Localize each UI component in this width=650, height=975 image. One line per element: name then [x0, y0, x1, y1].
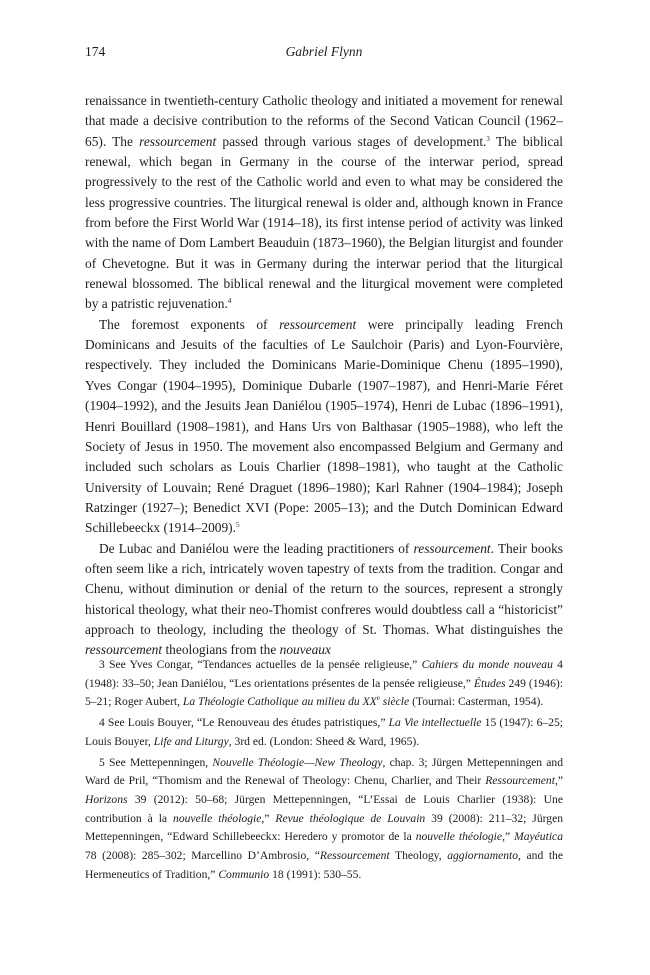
footnote-ref-4[interactable]: 4 — [227, 297, 232, 306]
paragraph-3: De Lubac and Daniélou were the leading practitioners of ressourcement. Their books often seem like a rich, intricately woven tapestry of texts from the tradition. Congar and Chenu, without diminution or denial of the return to the sources, represent a strongly historical theology, what their neo-Thomist confreres would doubtless call a “historicist” approach to theology, including the theology of St. Thomas. What distinguishes the ressourcement theologians from the nouveaux — [85, 540, 563, 658]
footnote-5: 5 See Mettepenningen, Nouvelle Théologie—New Theology, chap. 3; Jürgen Mettepenningen and Ward de Pril, “Thomism and the Renewal of Theology: Chenu, Charlier, and Their Ressourcement,” Horizons 39 (2012): 50–68; Jürgen Mettepenningen, “L’Essai de Louis Charlier (1938): Une contribution à la nouvelle théologie,” Revue théologique de Louvain 39 (2008): 211–32; Jürgen Mettepenningen, “Edward Schillebeeckx: Heredero y promotor de la nouvelle théologie,” Mayéutica 78 (2008): 285–302; Marcellino D’Ambrosio, “Ressourcement Theology, aggiornamento, and the Hermeneutics of Tradition,” Communio 18 (1991): 530–55. — [85, 755, 564, 881]
paragraph-1: renaissance in twentieth-century Catholic theology and initiated a movement for renewal that made a decisive contribution to the reforms of the Second Vatican Council (1962–65). The ressourcement passed through various stages of development.$^3$ The biblical renewal, which began in Germany in the course of the interwar period, spread progressively to the rest of the Catholic world and even to what may be considered the less progressive countries. The liturgical renewal is older and, although known in France from before the First World War (1914–18), its first intense period of activity was linked with the name of Dom Lambert Beauduin (1873–1960), the Belgian liturgist and founder of Chevetogne. But it was in Germany during the interwar period that the liturgical renewal blossomed. The biblical renewal and the liturgical movement were completed by a patristic rejuvenation.$^4$ — [85, 93, 563, 312]
footnote-ref-3[interactable]: 3 — [486, 134, 490, 143]
footnote-4: 4 See Louis Bouyer, “Le Renouveau des études patristiques,” La Vie intellectuelle 15 (1947): 6–25; Louis Bouyer, Life and Liturgy, 3rd ed. (London: Sheed & Ward, 1965). — [85, 716, 563, 748]
footnote-3: 3 See Yves Congar, “Tendances actuelles de la pensée religieuse,” Cahiers du monde nouveau 4 (1948): 33–50; Jean Daniélou, “Les orientations présentes de la pensée religieuse,” Études 249 (1946): 5–21; Roger Aubert, La Théologie Catholique au milieu du XXe siècle (Tournai: Casterman, 1954). — [85, 658, 563, 709]
paragraph-2: The foremost exponents of ressourcement were principally leading French Dominicans and Jesuits of the faculties of Le Saulchoir (Paris) and Lyon-Fourvière, respectively. They included the Dominicans Marie-Dominique Chenu (1895–1990), Yves Congar (1904–1995), Dominique Dubarle (1907–1987), and Henri-Marie Féret (1904–1992), and the Jesuits Jean Daniélou (1905–1974), Henri de Lubac (1896–1991), Henri Bouillard (1908–1981), and Hans Urs von Balthasar (1905–1988), who left the Society of Jesus in 1950. The movement also encompassed Belgium and Germany and included such scholars as Louis Charlier (1898–1981), who taught at the Catholic University of Louvain; René Draguet (1896–1980); Karl Rahner (1904–1984); Joseph Ratzinger (1927–); Benedict XVI (Pope: 2005–13); and the Dutch Dominican Edward Schillebeeckx (1914–2009).$^5$ — [85, 316, 563, 536]
main-text — [85, 91, 563, 661]
page-number: 174 — [85, 44, 106, 59]
footnotes — [85, 656, 563, 886]
page-header — [85, 44, 563, 64]
running-head: Gabriel Flynn — [285, 44, 363, 59]
footnote-ref-5[interactable]: 5 — [235, 521, 240, 530]
